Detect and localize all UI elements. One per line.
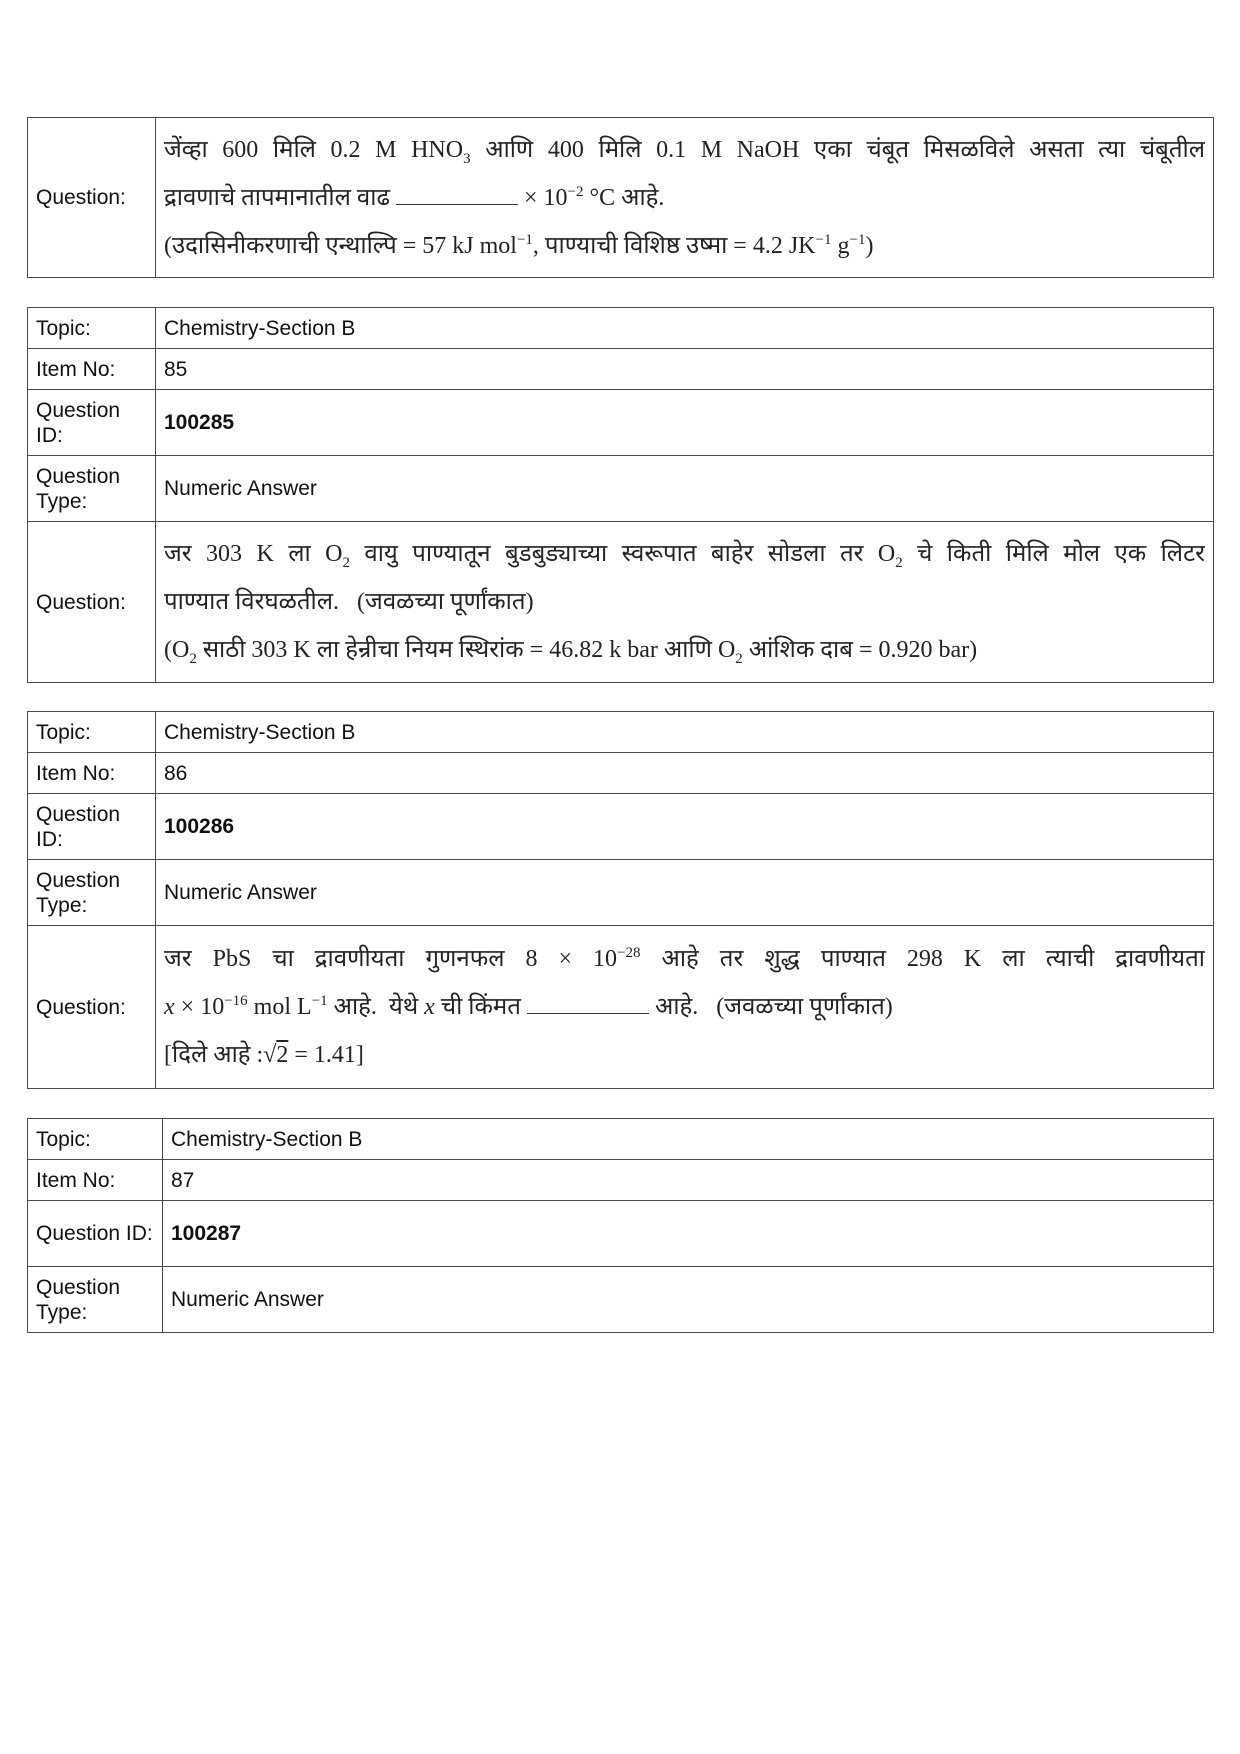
answer-blank	[527, 995, 649, 1014]
topic-value: Chemistry-Section B	[163, 1119, 1214, 1160]
topic-value: Chemistry-Section B	[156, 308, 1214, 349]
topic-value: Chemistry-Section B	[156, 712, 1214, 753]
question-id-label: Question ID:	[28, 1201, 163, 1267]
question-line: [दिले आहे :√2 = 1.41]	[164, 1042, 364, 1068]
question-id-value: 100285	[156, 390, 1214, 456]
topic-label: Topic:	[28, 712, 156, 753]
question-block-86	[27, 711, 1214, 1089]
answer-blank	[396, 186, 518, 205]
question-line: $x \times 10^{-16}$ mol $L^{-1}$ आहे. येथे x ची किंमत आहे. (जवळच्या पूर्णांकात)	[164, 993, 893, 1020]
question-type-label: Question Type:	[28, 1267, 163, 1333]
question-line: जेंव्हा 600 मिलि 0.2 M $HNO_3$ आणि 400 मिलि 0.1 M NaOH एका चंबूत मिसळविले असता त्या चंबूतील	[164, 136, 1205, 167]
question-label: Question:	[28, 118, 156, 278]
question-type-value: Numeric Answer	[156, 860, 1214, 926]
question-block-85	[27, 307, 1214, 683]
question-line: जर PbS चा द्रावणीयता गुणनफल $8 \times 10^{-28}$ आहे तर शुद्ध पाण्यात 298 K ला त्याची द्रावणीयता	[164, 945, 1205, 972]
question-id-label: Question ID:	[28, 794, 156, 860]
item-no-value: 86	[156, 753, 1214, 794]
question-text	[156, 522, 1214, 683]
item-no-label: Item No:	[28, 1160, 163, 1201]
question-label: Question:	[28, 926, 156, 1089]
question-type-label: Question Type:	[28, 456, 156, 522]
question-text	[156, 118, 1214, 278]
question-block-87	[27, 1118, 1214, 1333]
question-id-value: 100286	[156, 794, 1214, 860]
question-block-84	[27, 117, 1214, 278]
topic-label: Topic:	[28, 308, 156, 349]
question-line: (उदासिनीकरणाची एन्थाल्पि = 57 kJ mol$^{-1}$, पाण्याची विशिष्ठ उष्मा = 4.2 $JK^{-1}$ $g^{-1}$)	[164, 231, 874, 259]
question-label: Question:	[28, 522, 156, 683]
item-no-label: Item No:	[28, 753, 156, 794]
topic-label: Topic:	[28, 1119, 163, 1160]
question-type-value: Numeric Answer	[156, 456, 1214, 522]
item-no-value: 87	[163, 1160, 1214, 1201]
question-line: पाण्यात विरघळतील. (जवळच्या पूर्णांकात)	[164, 589, 534, 615]
item-no-label: Item No:	[28, 349, 156, 390]
question-id-label: Question ID:	[28, 390, 156, 456]
question-text	[156, 926, 1214, 1089]
question-line: जर 303 K ला $O_2$ वायु पाण्यातून बुडबुड्याच्या स्वरूपात बाहेर सोडला तर $O_2$ चे किती मिलि मोल एक लिटर	[164, 541, 1205, 571]
question-type-value: Numeric Answer	[163, 1267, 1214, 1333]
question-line: द्रावणाचे तापमानातील वाढ × $10^{-2}$ °C आहे.	[164, 183, 665, 211]
item-no-value: 85	[156, 349, 1214, 390]
question-type-label: Question Type:	[28, 860, 156, 926]
question-line: ($O_2$ साठी 303 K ला हेन्रीचा नियम स्थिरांक = 46.82 k bar आणि $O_2$ आंशिक दाब = 0.920 bar)	[164, 637, 978, 667]
question-id-value: 100287	[163, 1201, 1214, 1267]
